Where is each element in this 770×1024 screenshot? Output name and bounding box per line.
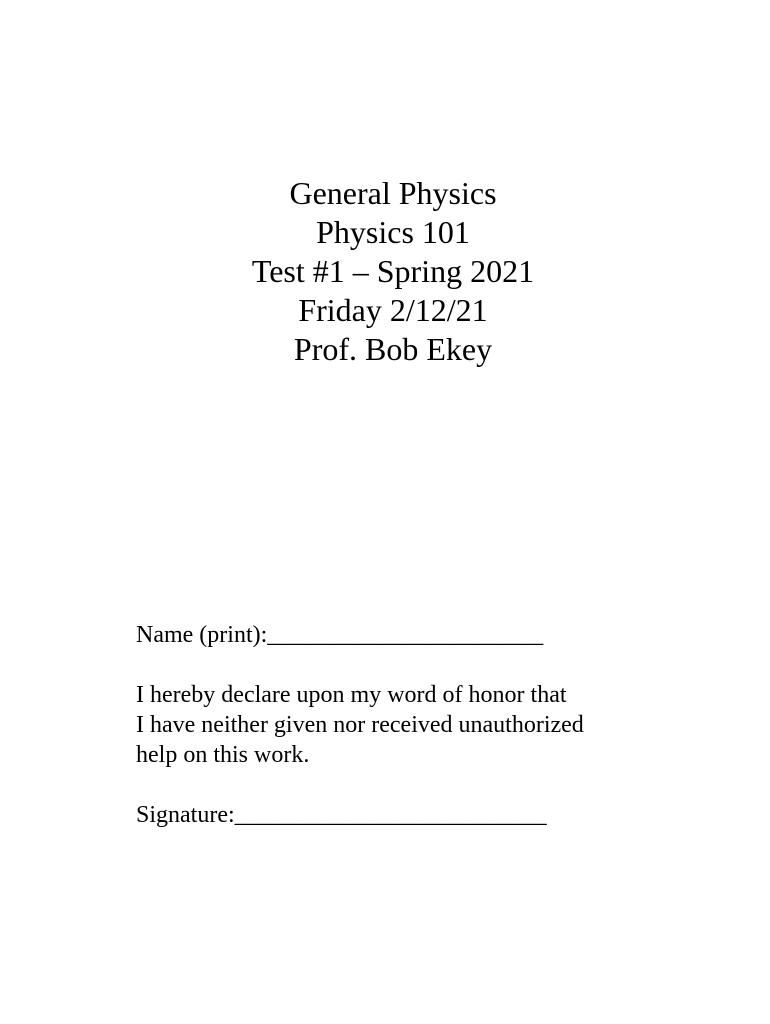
name-field-row	[136, 620, 584, 650]
declaration-line-1: I hereby declare upon my word of honor that	[136, 682, 567, 708]
honor-declaration	[136, 680, 584, 770]
student-form	[136, 620, 584, 830]
cover-title-block	[0, 174, 770, 369]
test-title: Test #1 – Spring 2021	[251, 253, 535, 289]
declaration-line-2: I have neither given nor received unauthorized	[136, 712, 584, 738]
test-date: Friday 2/12/21	[298, 292, 488, 328]
name-blank-line: _______________________	[267, 622, 544, 648]
professor-name: Prof. Bob Ekey	[293, 331, 493, 367]
signature-blank-line: __________________________	[234, 802, 547, 828]
declaration-line-3: help on this work.	[136, 742, 310, 768]
name-label: Name (print):	[136, 622, 268, 648]
course-name: General Physics	[289, 175, 497, 211]
course-number: Physics 101	[316, 214, 470, 250]
signature-label: Signature:	[136, 802, 235, 828]
signature-field-row	[136, 800, 584, 830]
